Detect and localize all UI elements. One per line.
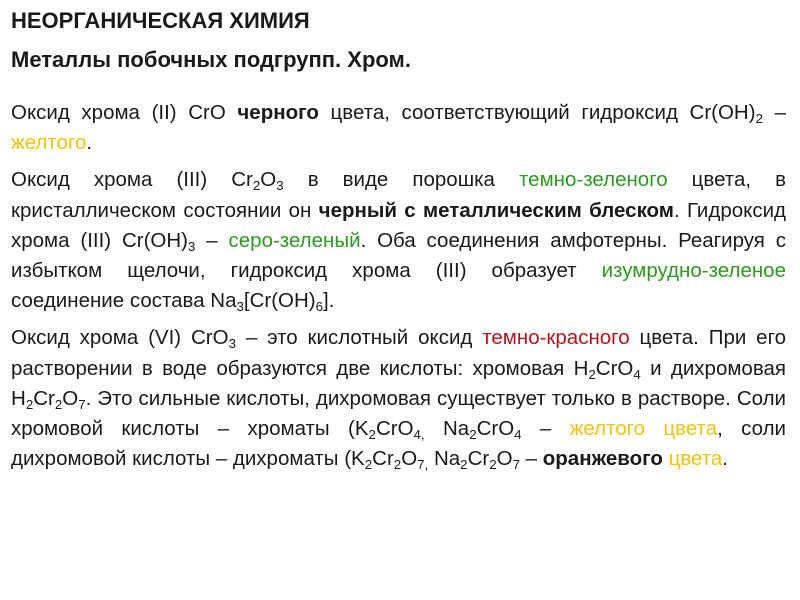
text-run: Na: [424, 417, 470, 441]
text-run: Оксид хрома (II) CrO: [11, 101, 238, 124]
text-run: . Это сильные кислоты, дихромовая существует только в растворе. Соли хромовой кислоты – хроматы (K: [11, 386, 786, 441]
subscript: 4,: [413, 427, 425, 443]
text-run: CrO: [476, 417, 515, 441]
bold-text: черный с металлическим блеском: [318, 198, 674, 222]
text-run: . Гидроксид хрома (III) Cr(OH): [11, 198, 787, 252]
subscript: 6: [315, 299, 324, 315]
yellow-color-text: желтого цвета: [569, 417, 718, 441]
text-run: соединение состава Na: [11, 289, 237, 313]
text-run: , соли дихромовой кислоты – дихроматы (K: [11, 417, 786, 471]
text-run: Cr: [33, 386, 55, 410]
yellow-color-text: желтого: [11, 131, 87, 155]
subscript: 7: [78, 396, 86, 412]
page-subtitle: Металлы побочных подгрупп. Хром.: [11, 47, 411, 72]
subscript: 4: [514, 427, 522, 443]
yellow-color-text: цвета: [662, 447, 723, 471]
text-run: Оксид хрома (VI) CrO: [11, 326, 229, 350]
subscript: 2: [755, 110, 763, 126]
paragraph-chromium-oxide-iii: [11, 165, 786, 316]
text-run: –: [195, 228, 229, 252]
subscript: 2: [393, 457, 402, 473]
text-run: цвета, соответствующий гидроксид Cr(OH): [318, 101, 756, 124]
text-run: Оксид хрома (III) Cr: [11, 168, 253, 192]
text-run: .: [86, 131, 93, 155]
bold-text: черного: [237, 101, 319, 124]
text-run: –: [762, 101, 786, 124]
text-run: Cr: [372, 447, 394, 471]
text-run: –: [521, 417, 570, 441]
subscript: 2: [368, 427, 376, 443]
text-run: . Оба соединения амфотерны. Реагируя с избытком щелочи, гидроксид хрома (III) образует: [11, 228, 787, 283]
subscript: 7,: [417, 457, 429, 473]
text-run: CrO: [595, 356, 634, 380]
text-run: в виде порошка: [283, 168, 520, 192]
subscript: 2: [364, 457, 373, 473]
text-run: –: [519, 447, 543, 471]
green-color-text: серо-зеленый: [228, 228, 361, 252]
subscript: 2: [469, 427, 477, 443]
text-run: O: [62, 386, 79, 410]
subscript: 2: [252, 178, 261, 194]
subscript: 2: [25, 396, 34, 412]
text-run: цвета, в кристаллическом состоянии он: [11, 168, 786, 222]
subscript: 2: [54, 396, 63, 412]
slide-body: [11, 98, 786, 474]
green-color-text: темно-зеленого: [519, 168, 668, 192]
bold-text: оранжевого: [542, 447, 663, 471]
text-run: .: [722, 447, 728, 471]
subscript: 3: [228, 336, 236, 352]
paragraph-chromium-oxide-vi: [11, 323, 786, 474]
subscript: 7: [512, 457, 520, 473]
green-color-text: изумрудно-зеленое: [601, 259, 786, 283]
text-run: цвета. При его растворении в воде образуются две кислоты: хромовая H: [11, 326, 786, 380]
subscript: 3: [276, 178, 284, 194]
subscript: 2: [588, 366, 596, 382]
red-color-text: темно-красного: [482, 326, 630, 350]
text-run: – это кислотный оксид: [235, 326, 483, 350]
text-run: Cr: [467, 447, 490, 471]
text-run: O: [496, 447, 513, 471]
text-run: O: [260, 168, 277, 192]
text-run: и дихромовая H: [11, 356, 786, 410]
subscript: 3: [188, 238, 196, 254]
subscript: 4: [633, 366, 641, 382]
text-run: [Cr(OH): [243, 289, 316, 313]
subscript: 3: [236, 299, 244, 315]
subscript: 2: [489, 457, 497, 473]
text-run: ].: [323, 289, 335, 313]
text-run: CrO: [375, 417, 414, 441]
text-run: Na: [428, 447, 461, 471]
subscript: 2: [460, 457, 468, 473]
paragraph-chromium-oxide-ii: [11, 98, 786, 158]
page-title: НЕОРГАНИЧЕСКАЯ ХИМИЯ: [11, 8, 310, 33]
text-run: O: [401, 447, 418, 471]
